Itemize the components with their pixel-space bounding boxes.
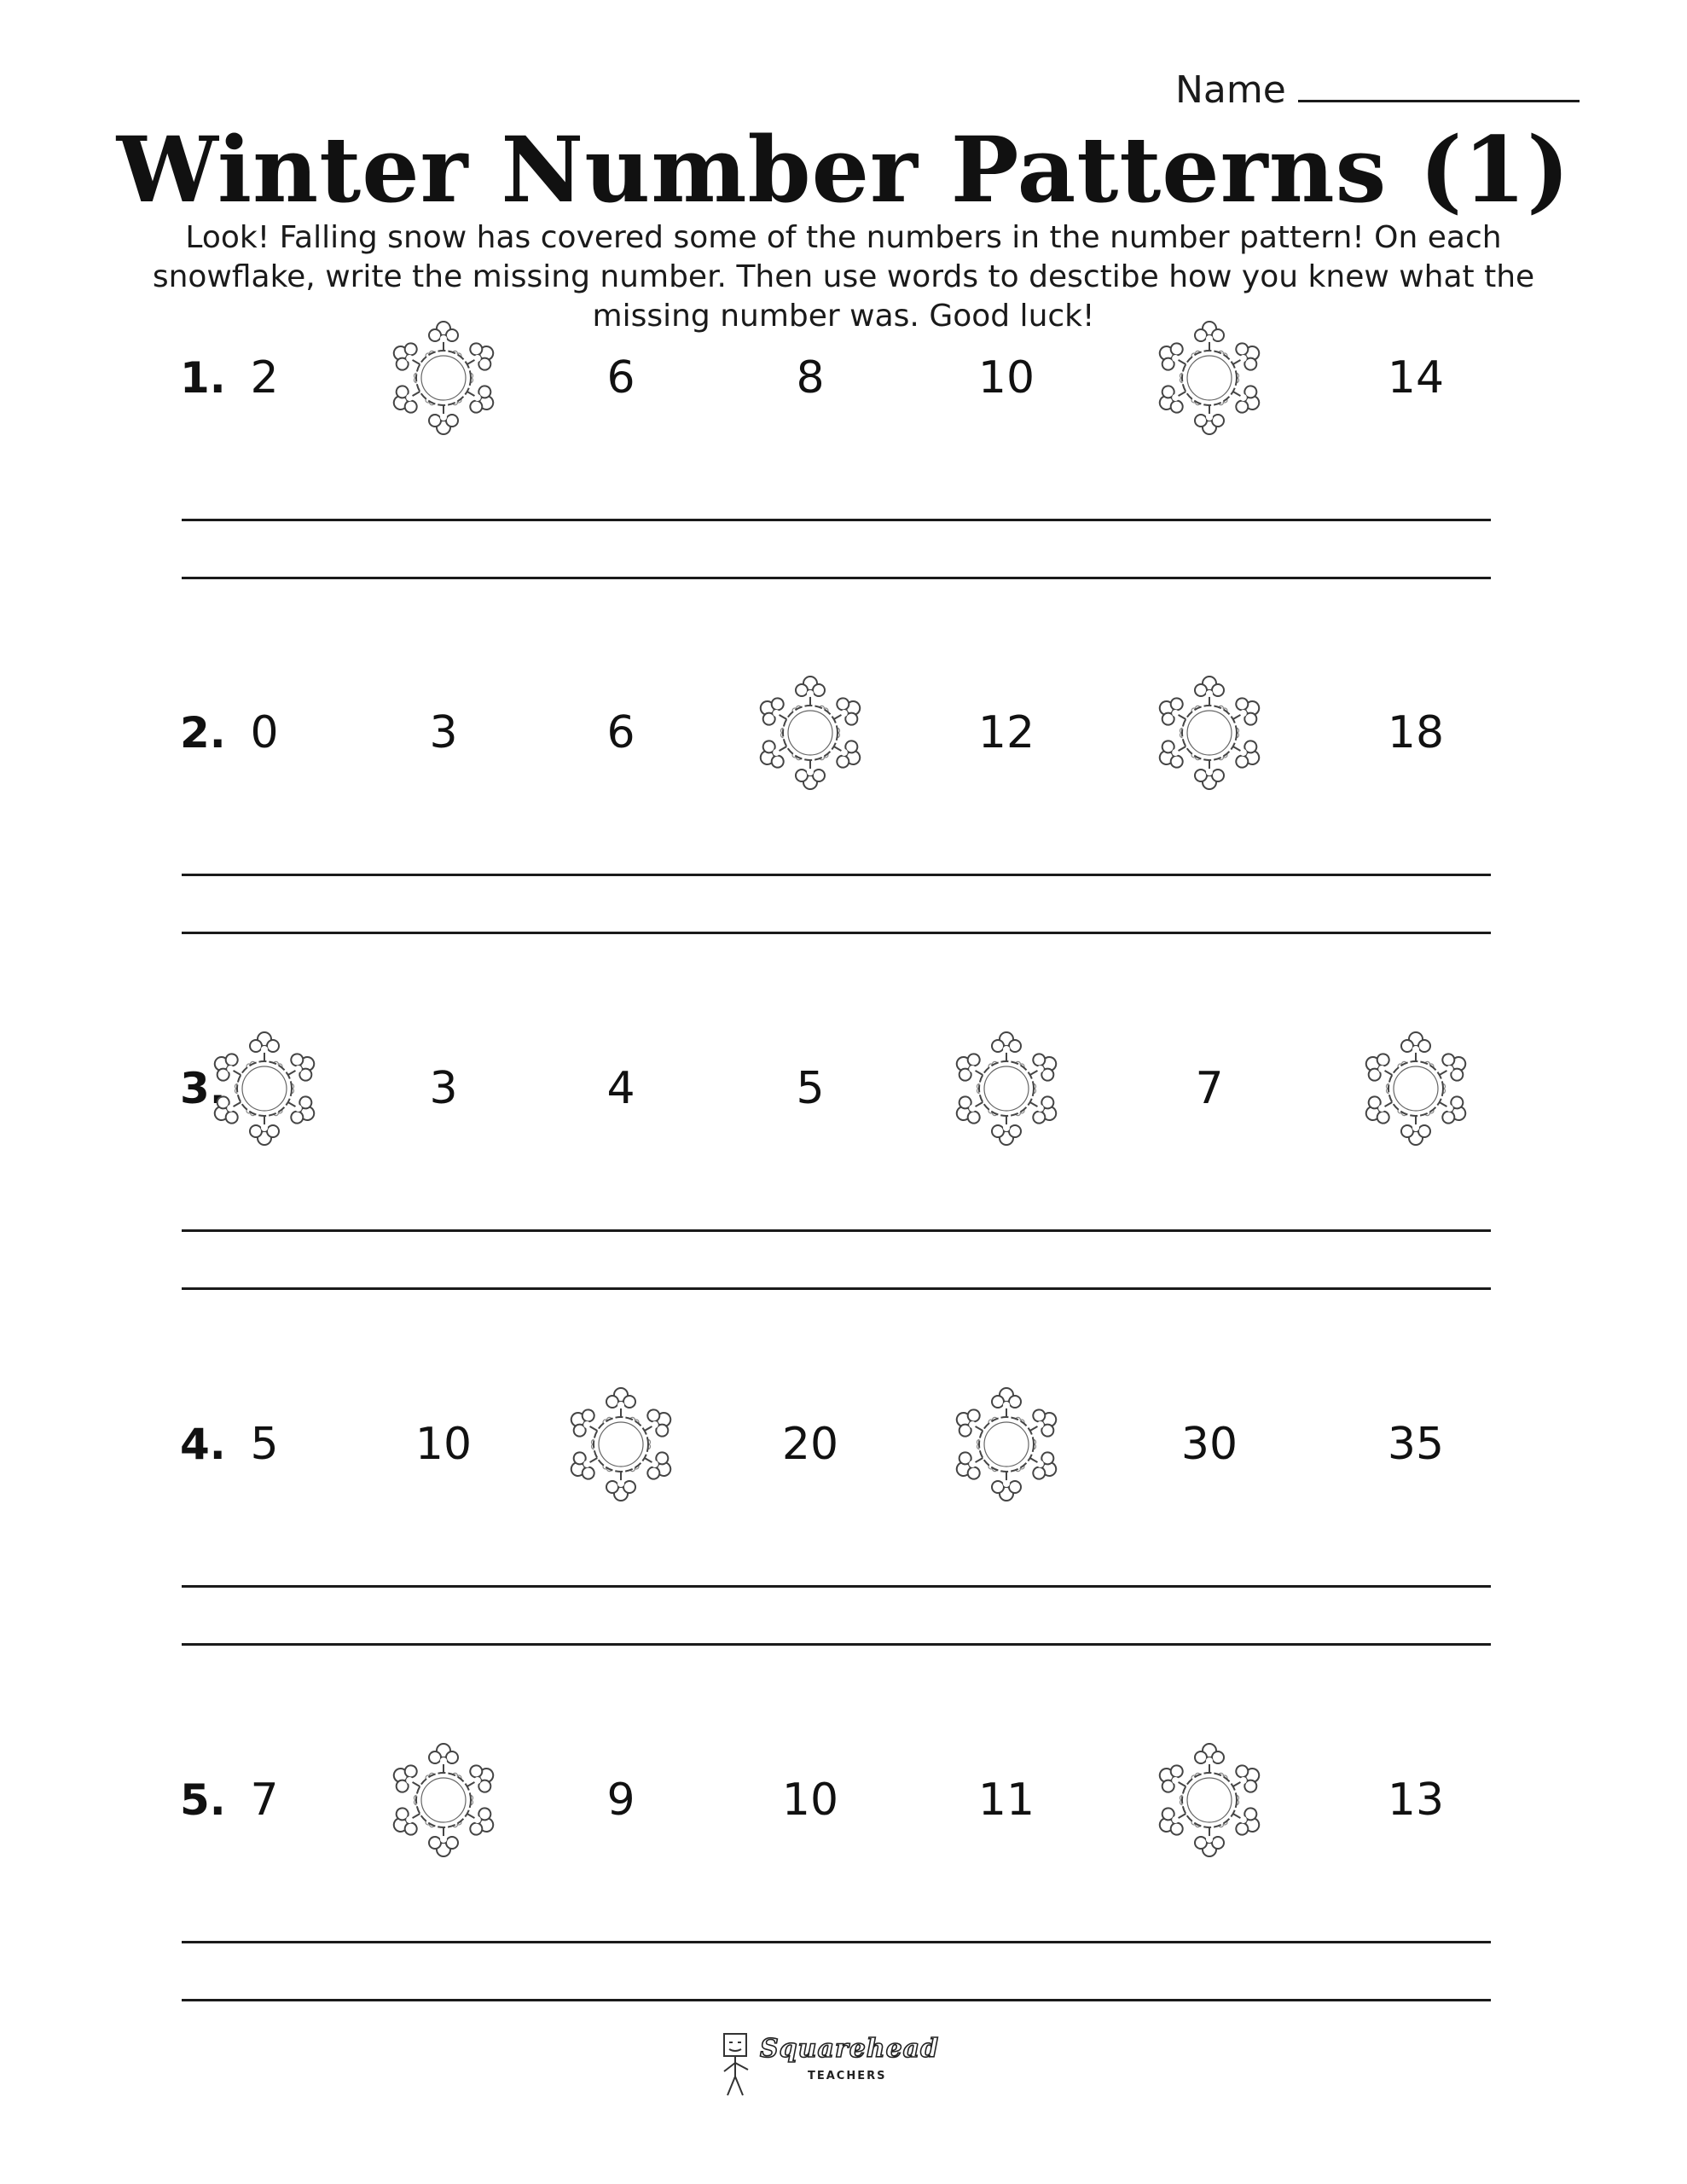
sequence-number: 8 [796,352,825,404]
snowflake-icon[interactable] [371,301,516,455]
snowflake-icon[interactable] [1137,301,1282,455]
snowflake-icon[interactable] [1137,656,1282,810]
snowflake-icon[interactable] [1137,1723,1282,1877]
sequence-number: 5 [796,1063,825,1114]
problem-number: 2. [180,708,226,758]
squarehead-teachers-logo [716,2029,971,2100]
sequence-number: 11 [977,1774,1035,1826]
snowflake-icon[interactable] [738,656,883,810]
sequence-number: 6 [606,707,635,758]
name-blank-line[interactable] [1298,71,1580,102]
worksheet-title: Winter Number Patterns (1) [116,116,1571,223]
problem-number: 4. [180,1420,226,1469]
problem-number: 1. [180,353,226,403]
answer-line[interactable] [182,932,1491,934]
snowflake-icon[interactable] [1343,1012,1488,1165]
problem-number: 5. [180,1775,226,1825]
sequence-number: 10 [977,352,1035,404]
logo-subtext: TEACHERS [808,2070,887,2082]
name-field[interactable] [1175,68,1580,112]
sequence-number: 10 [781,1774,839,1826]
sequence-number: 0 [250,707,279,758]
snowflake-icon[interactable] [934,1012,1079,1165]
sequence-number: 14 [1387,352,1445,404]
answer-line[interactable] [182,874,1491,876]
answer-line[interactable] [182,519,1491,521]
problem-number: 3. [180,1064,226,1113]
answer-line[interactable] [182,1229,1491,1232]
sequence-number: 4 [606,1063,635,1114]
sequence-number: 20 [781,1419,839,1470]
sequence-number: 5 [250,1419,279,1470]
sequence-number: 35 [1387,1419,1445,1470]
answer-line[interactable] [182,577,1491,579]
sequence-number: 7 [250,1774,279,1826]
sequence-number: 3 [429,707,458,758]
answer-line[interactable] [182,1287,1491,1290]
snowflake-icon[interactable] [934,1368,1079,1521]
sequence-number: 18 [1387,707,1445,758]
answer-line[interactable] [182,1585,1491,1588]
snowflake-icon[interactable] [371,1723,516,1877]
sequence-number: 12 [977,707,1035,758]
snowflake-icon[interactable] [192,1012,337,1165]
logo-wordmark: Squarehead [760,2034,940,2064]
name-label: Name [1175,68,1286,112]
sequence-number: 13 [1387,1774,1445,1826]
sequence-number: 2 [250,352,279,404]
sequence-number: 30 [1180,1419,1238,1470]
sequence-number: 10 [415,1419,472,1470]
squarehead-teacher-icon [716,2029,767,2100]
sequence-number: 3 [429,1063,458,1114]
instructions-text: Look! Falling snow has covered some of the numbers in the number pattern! On each snowflake, write the missing number. Then use words to desctibe how you knew what the missing number was. Good luck! [152,220,1535,334]
answer-line[interactable] [182,1941,1491,1943]
snowflake-icon[interactable] [548,1368,693,1521]
sequence-number: 9 [606,1774,635,1826]
sequence-number: 6 [606,352,635,404]
answer-line[interactable] [182,1999,1491,2001]
sequence-number: 7 [1195,1063,1224,1114]
answer-line[interactable] [182,1643,1491,1646]
